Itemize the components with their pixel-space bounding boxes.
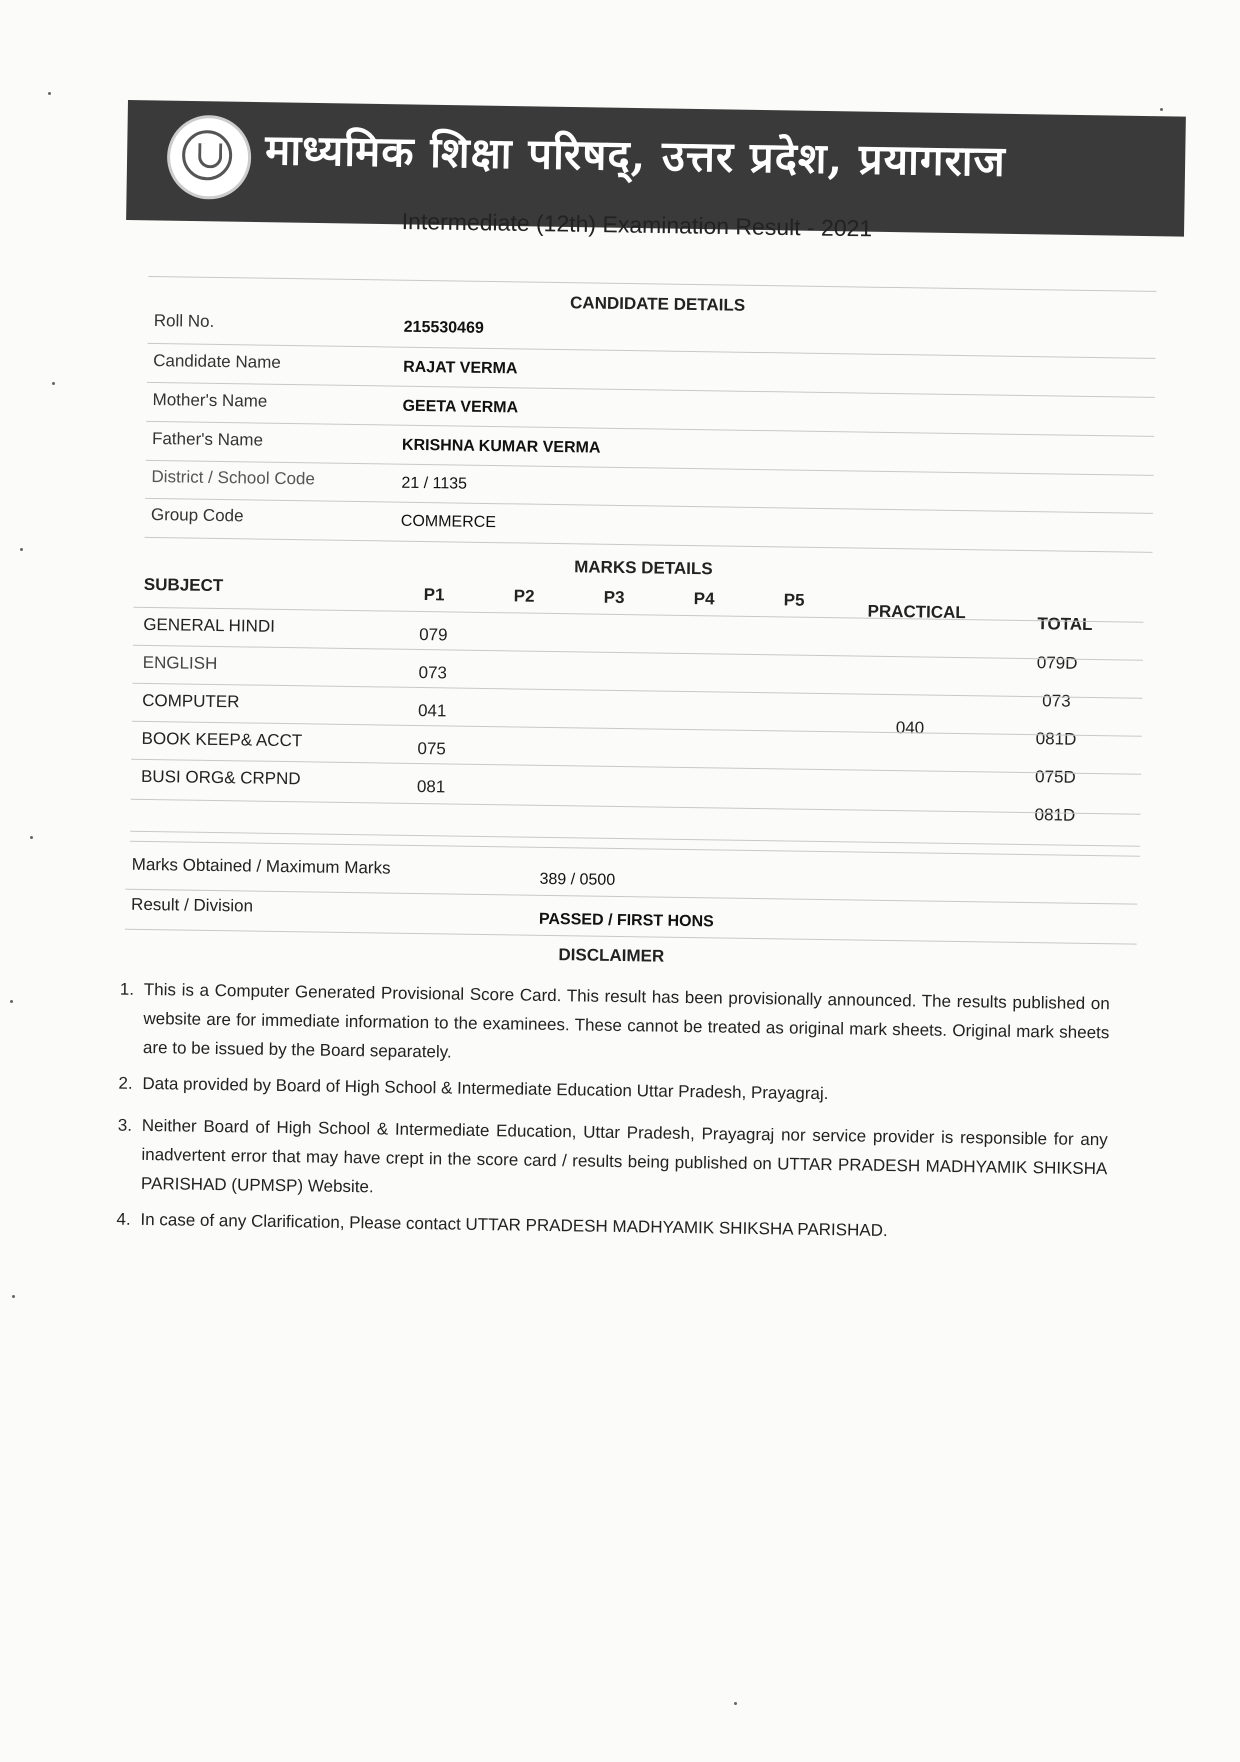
col-p5: P5: [783, 590, 805, 610]
divider: [145, 537, 1153, 553]
disclaimer-text: In case of any Clarification, Please contact UTTAR PRADESH MADHYAMIK SHIKSHA PARISHAD.: [140, 1209, 888, 1241]
disclaimer-number: 1.: [119, 979, 135, 999]
disclaimer-item: [116, 1205, 1106, 1249]
disclaimer-item: [118, 1069, 1108, 1113]
disclaimer-text: Data provided by Board of High School & Intermediate Education Uttar Pradesh, Prayagraj.: [142, 1073, 829, 1104]
disclaimer-text: Neither Board of High School & Intermediate Education, Uttar Pradesh, Prayagraj nor service provider is responsible for any inadvertent error that may have crept in the score card / results being published on UTTAR PRADESH MADHYAMIK SHIKSHA PARISHAD (UPMSP) Website.: [140, 1115, 1108, 1197]
col-practical: PRACTICAL: [867, 601, 966, 623]
district-school-code-label: District / School Code: [151, 467, 316, 489]
disclaimer-title: DISCLAIMER: [558, 945, 665, 966]
result-division-label: Result / Division: [131, 894, 254, 916]
divider: [125, 929, 1137, 945]
subject-name: GENERAL HINDI: [143, 614, 276, 636]
subject-total: 081D: [1034, 805, 1076, 825]
disclaimer-number: 3.: [117, 1115, 133, 1135]
fathers-name-label: Father's Name: [151, 429, 264, 450]
marks-details-title: MARKS DETAILS: [574, 557, 713, 579]
mothers-name-label: Mother's Name: [152, 390, 268, 411]
divider: [125, 889, 1137, 905]
disclaimer-item: [117, 1111, 1108, 1213]
subject-name: BUSI ORG& CRPND: [140, 766, 301, 789]
divider: [134, 607, 1144, 623]
disclaimer-item: [119, 975, 1110, 1077]
scan-speck: [52, 382, 55, 385]
subject-p1: 075: [417, 738, 446, 759]
divider: [147, 343, 1155, 359]
subject-total: 075D: [1034, 767, 1076, 787]
scan-speck: [20, 548, 23, 551]
divider: [130, 831, 1140, 847]
scan-speck: [30, 836, 33, 839]
subject-practical: 040: [895, 718, 925, 738]
scan-speck: [1160, 108, 1163, 111]
board-name-hindi: माध्यमिक शिक्षा परिषद्, उत्तर प्रदेश, प्रयागराज: [264, 125, 1007, 186]
document-title: Intermediate (12th) Examination Result - 2021: [401, 208, 873, 242]
divider: [146, 421, 1154, 437]
subject-p1: 081: [416, 776, 446, 797]
divider: [147, 382, 1155, 398]
disclaimer-number: 2.: [118, 1073, 133, 1093]
subject-name: COMPUTER: [142, 690, 240, 712]
subject-p1: 073: [418, 662, 448, 683]
col-p3: P3: [603, 587, 625, 608]
group-code-label: Group Code: [150, 505, 244, 526]
col-p4: P4: [693, 589, 715, 609]
candidate-details-title: CANDIDATE DETAILS: [569, 293, 746, 315]
divider: [148, 276, 1156, 292]
scan-speck: [12, 1295, 15, 1298]
subject-name: BOOK KEEP& ACCT: [141, 728, 303, 751]
disclaimer-text: This is a Computer Generated Provisional Score Card. This result has been provisionally announced. The results published on website are for immediate information to the examinees. These cannot be treated as original mark sheets. Original mark sheets are to be issued by the Board separately.: [142, 979, 1110, 1062]
fathers-name-value: KRISHNA KUMAR VERMA: [401, 436, 601, 457]
disclaimer-number: 4.: [116, 1209, 131, 1229]
col-p1: P1: [423, 585, 445, 605]
roll-no-label: Roll No.: [153, 311, 215, 331]
roll-no-value: 215530469: [403, 318, 484, 337]
subject-total: 073: [1042, 691, 1071, 711]
marks-obtained-label: Marks Obtained / Maximum Marks: [131, 854, 391, 878]
candidate-name-value: RAJAT VERMA: [403, 358, 518, 378]
scan-speck: [734, 1702, 737, 1705]
subject-p1: 079: [419, 624, 448, 645]
subject-name: ENGLISH: [142, 652, 218, 674]
marks-obtained-value: 389 / 0500: [539, 870, 616, 889]
col-p2: P2: [513, 586, 535, 606]
candidate-name-label: Candidate Name: [153, 351, 281, 372]
divider: [133, 645, 1143, 661]
scan-speck: [48, 92, 51, 95]
col-total: TOTAL: [1037, 614, 1093, 634]
mothers-name-value: GEETA VERMA: [402, 397, 519, 417]
scan-speck: [10, 1000, 13, 1003]
col-subject: SUBJECT: [143, 574, 224, 596]
result-division-value: PASSED / FIRST HONS: [538, 910, 714, 931]
subject-p1: 041: [417, 700, 447, 721]
group-code-value: COMMERCE: [400, 512, 497, 532]
district-school-code-value: 21 / 1135: [401, 474, 468, 493]
divider: [145, 498, 1153, 514]
divider: [131, 799, 1141, 815]
subject-total: 081D: [1035, 729, 1077, 749]
subject-total: 079D: [1036, 653, 1078, 673]
divider: [132, 683, 1142, 699]
